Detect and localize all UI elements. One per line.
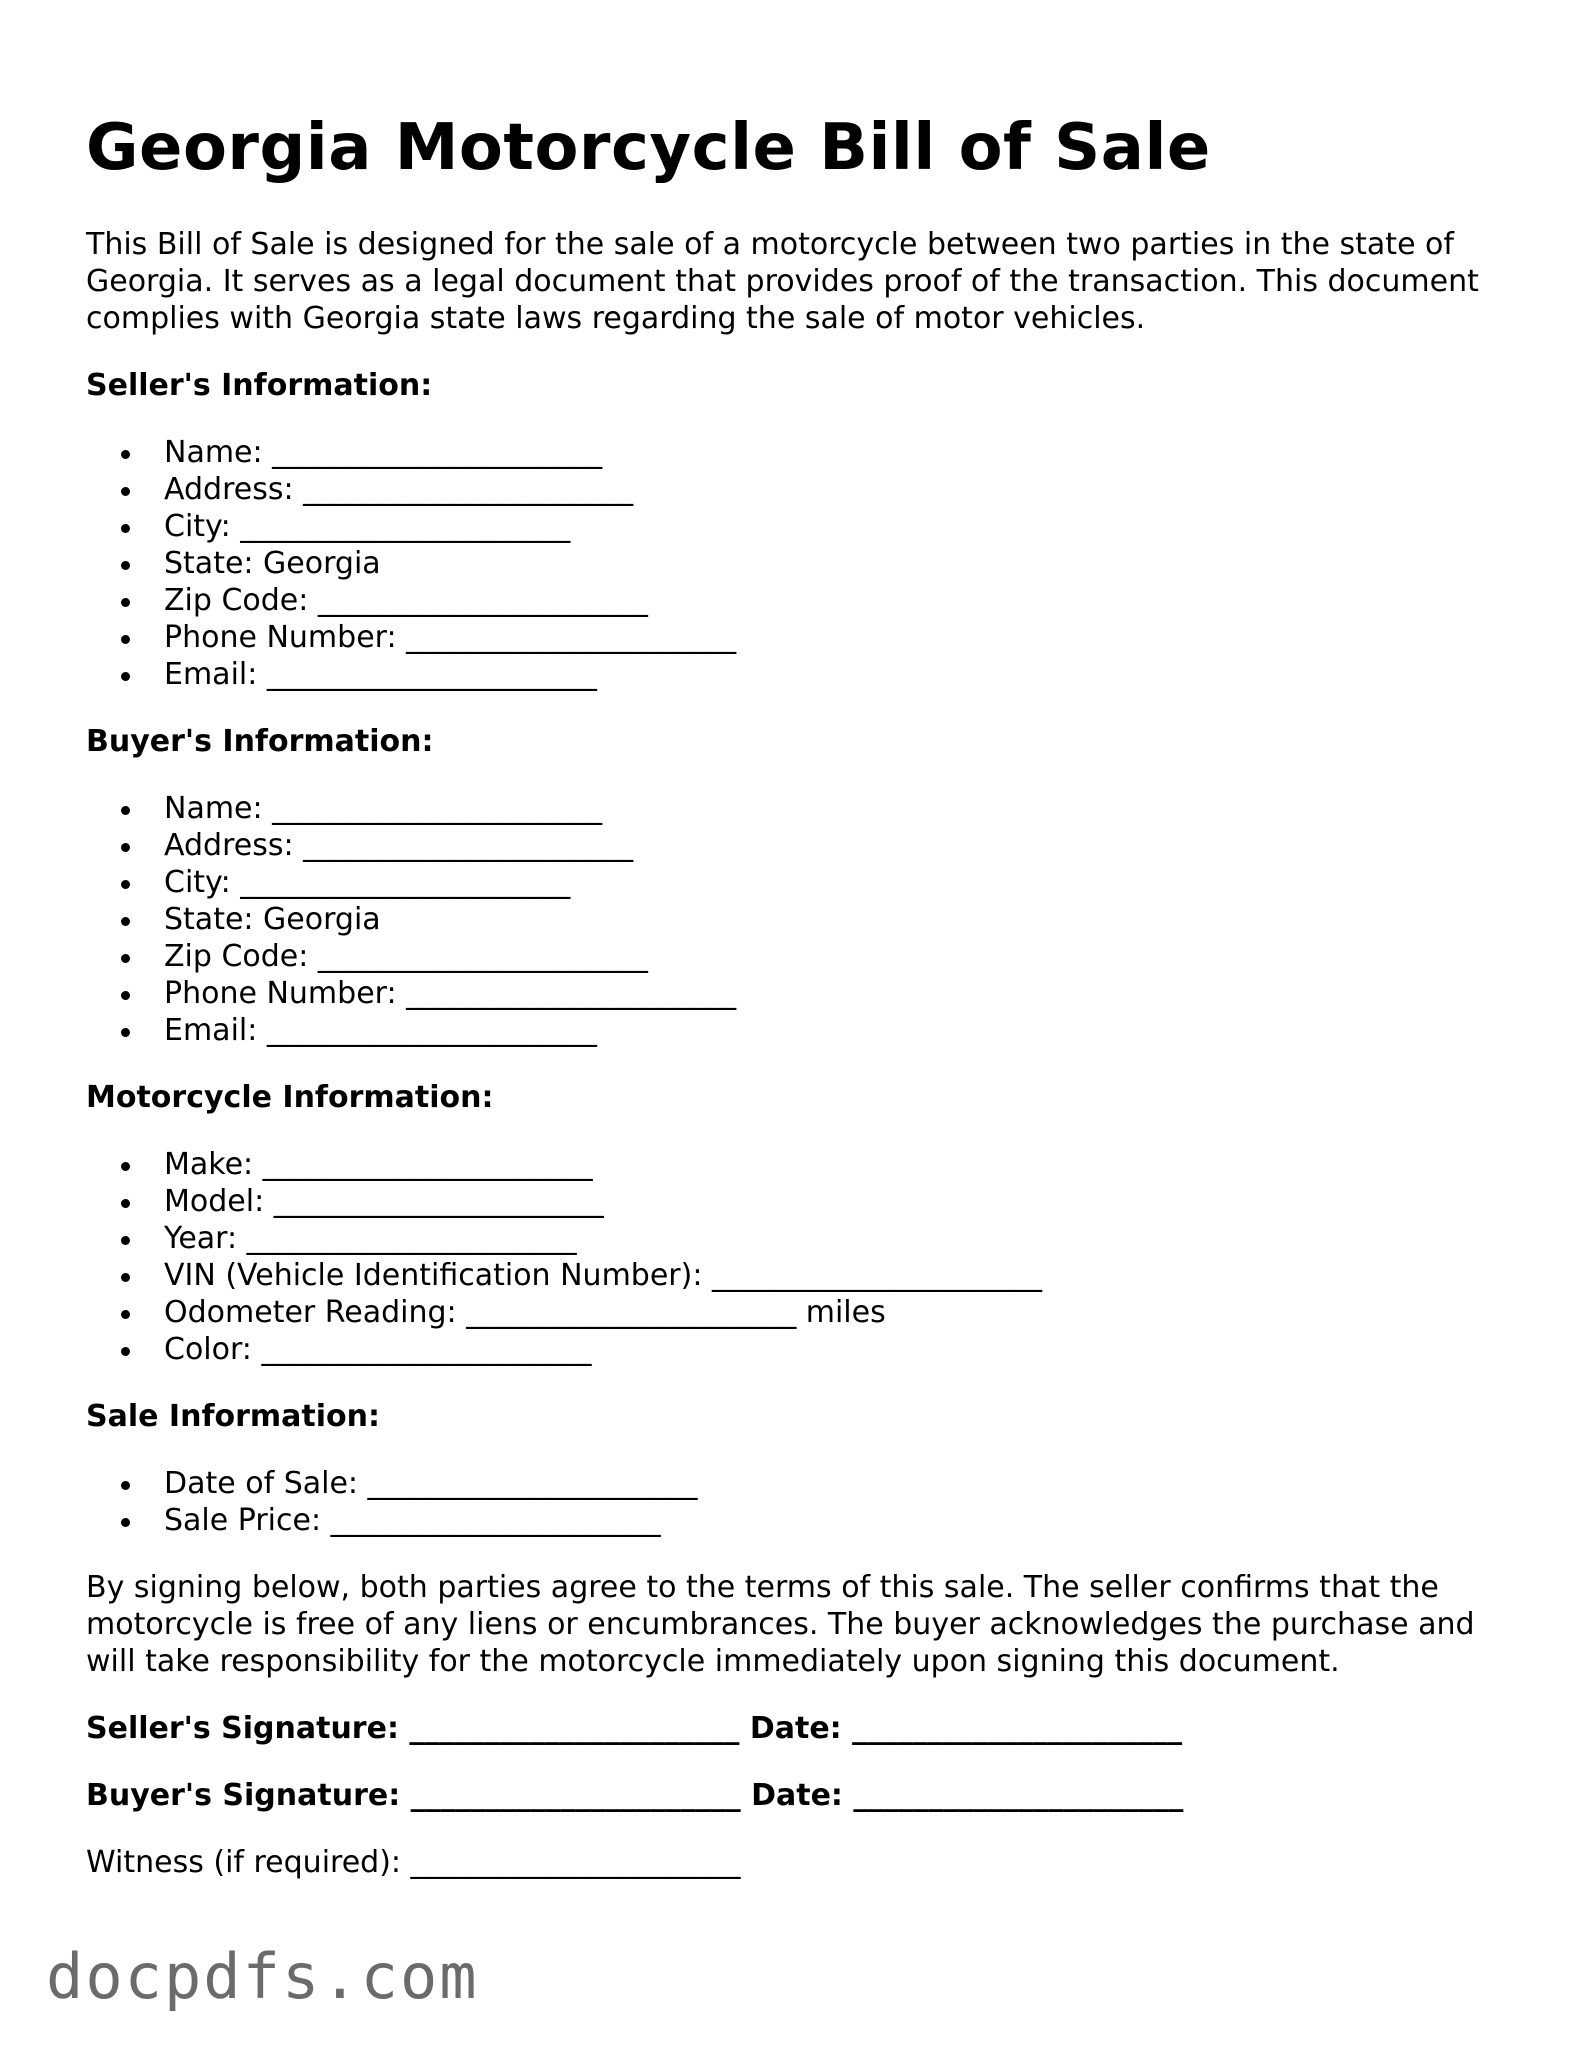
buyer-address-field: Address: ______________________	[164, 827, 1506, 864]
witness-signature-line: Witness (if required): ______________________	[86, 1845, 741, 1880]
seller-zip-field: Zip Code: ______________________	[164, 582, 1506, 619]
seller-state-field: State: Georgia	[164, 545, 1506, 582]
motorcycle-heading: Motorcycle Information:	[86, 1080, 494, 1115]
sale-price-field: Sale Price: ______________________	[164, 1502, 1506, 1539]
seller-city-field: City: ______________________	[164, 508, 1506, 545]
buyer-name-field: Name: ______________________	[164, 790, 1506, 827]
buyer-signature-line: Buyer's Signature: ______________________ Date: ______________________	[86, 1778, 1184, 1813]
seller-address-field: Address: ______________________	[164, 471, 1506, 508]
buyer-fields-list	[86, 790, 1506, 1049]
sale-fields-list	[86, 1465, 1506, 1539]
document-page	[86, 108, 1506, 1911]
seller-signature-line: Seller's Signature: ______________________ Date: ______________________	[86, 1711, 1183, 1746]
motorcycle-model-field: Model: ______________________	[164, 1183, 1506, 1220]
seller-heading: Seller's Information:	[86, 368, 433, 403]
buyer-email-field: Email: ______________________	[164, 1012, 1506, 1049]
buyer-state-field: State: Georgia	[164, 901, 1506, 938]
buyer-city-field: City: ______________________	[164, 864, 1506, 901]
buyer-phone-field: Phone Number: ______________________	[164, 975, 1506, 1012]
sale-heading: Sale Information:	[86, 1399, 380, 1434]
buyer-heading: Buyer's Information:	[86, 724, 434, 759]
sale-date-field: Date of Sale: ______________________	[164, 1465, 1506, 1502]
motorcycle-year-field: Year: ______________________	[164, 1220, 1506, 1257]
document-title: Georgia Motorcycle Bill of Sale	[86, 111, 1211, 185]
agreement-paragraph: By signing below, both parties agree to the terms of this sale. The seller confirms that the motorcycle is free of any liens or encumbrances. The buyer acknowledges the purchase and will take responsibility for the motorcycle immediately upon signing this document.	[86, 1570, 1475, 1679]
seller-fields-list	[86, 434, 1506, 693]
motorcycle-make-field: Make: ______________________	[164, 1146, 1506, 1183]
motorcycle-odometer-field: Odometer Reading: ______________________ miles	[164, 1294, 1506, 1331]
motorcycle-color-field: Color: ______________________	[164, 1331, 1506, 1368]
seller-phone-field: Phone Number: ______________________	[164, 619, 1506, 656]
intro-paragraph: This Bill of Sale is designed for the sale of a motorcycle between two parties in the state of Georgia. It serves as a legal document that provides proof of the transaction. This document complies with Georgia state laws regarding the sale of motor vehicles.	[86, 227, 1479, 336]
motorcycle-vin-field: VIN (Vehicle Identification Number): ______________________	[164, 1257, 1506, 1294]
motorcycle-fields-list	[86, 1146, 1506, 1368]
buyer-zip-field: Zip Code: ______________________	[164, 938, 1506, 975]
watermark-text: docpdfs.com	[46, 1940, 479, 2013]
seller-name-field: Name: ______________________	[164, 434, 1506, 471]
seller-email-field: Email: ______________________	[164, 656, 1506, 693]
